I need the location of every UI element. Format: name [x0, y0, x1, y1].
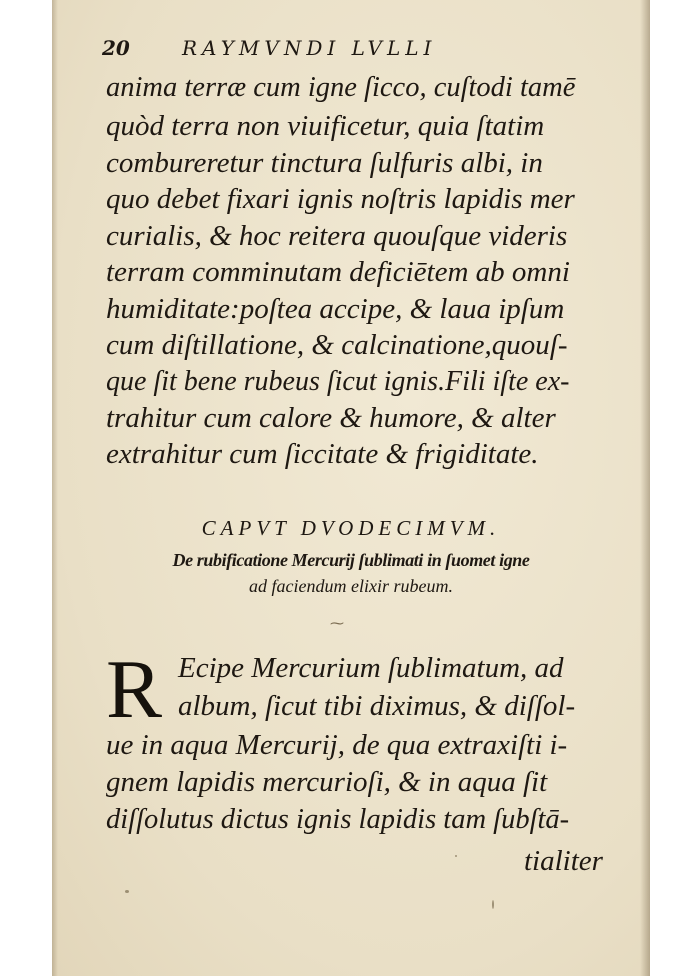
text-line: combureretur tinctura ſulfuris albi, in	[106, 147, 543, 179]
text-line: diſſolutus dictus ignis lapidis tam ſubſtā-	[106, 804, 570, 835]
text-line: quòd terra non viuificetur, quia ſtatim	[106, 110, 545, 142]
text-line: curialis, & hoc reitera quouſque videris	[106, 220, 568, 252]
running-head-title: RAYMVNDI LVLLI	[182, 36, 437, 60]
text-line: anima terræ cum igne ſicco, cuſtodi tamē	[106, 72, 576, 103]
page-edge-shadow	[640, 0, 650, 976]
chapter-subtitle: De rubificatione Mercurij ſublimati in ſuomet igne	[172, 550, 530, 570]
paper-speck	[492, 900, 494, 909]
catchword: tialiter	[524, 845, 603, 877]
text-line: ue in aqua Mercurij, de qua extraxiſti i-	[106, 729, 568, 761]
decorative-dash: ⁓	[330, 616, 344, 632]
text-line: que ſit bene rubeus ſicut ignis.Fili iſte ex-	[106, 366, 570, 397]
running-head	[102, 36, 522, 64]
text-line: extrahitur cum ſiccitate & frigiditate.	[106, 438, 539, 470]
text-line: trahitur cum calore & humore, & alter	[106, 402, 556, 434]
page-number: 20	[102, 36, 130, 60]
text-line: gnem lapidis mercurioſi, & in aqua ſit	[106, 766, 548, 798]
paper-speck	[455, 855, 457, 857]
text-line: humiditate:poſtea accipe, & laua ipſum	[106, 293, 565, 325]
text-line: terram comminutam deficiētem ab omni	[106, 256, 570, 288]
text-line: quo debet fixari ignis noſtris lapidis mer	[106, 183, 575, 215]
page-gutter-shadow	[52, 0, 58, 976]
text-line: cum diſtillatione, & calcinatione,quouſ-	[106, 329, 568, 361]
drop-cap: R	[106, 643, 163, 736]
text-line: Ecipe Mercurium ſublimatum, ad	[178, 652, 564, 684]
chapter-title: CAPVT DVODECIMVM.	[201, 516, 501, 540]
text-line: album, ſicut tibi diximus, & diſſol-	[178, 690, 576, 722]
chapter-subtitle: ad faciendum elixir rubeum.	[249, 576, 453, 596]
paper-speck	[125, 890, 129, 893]
